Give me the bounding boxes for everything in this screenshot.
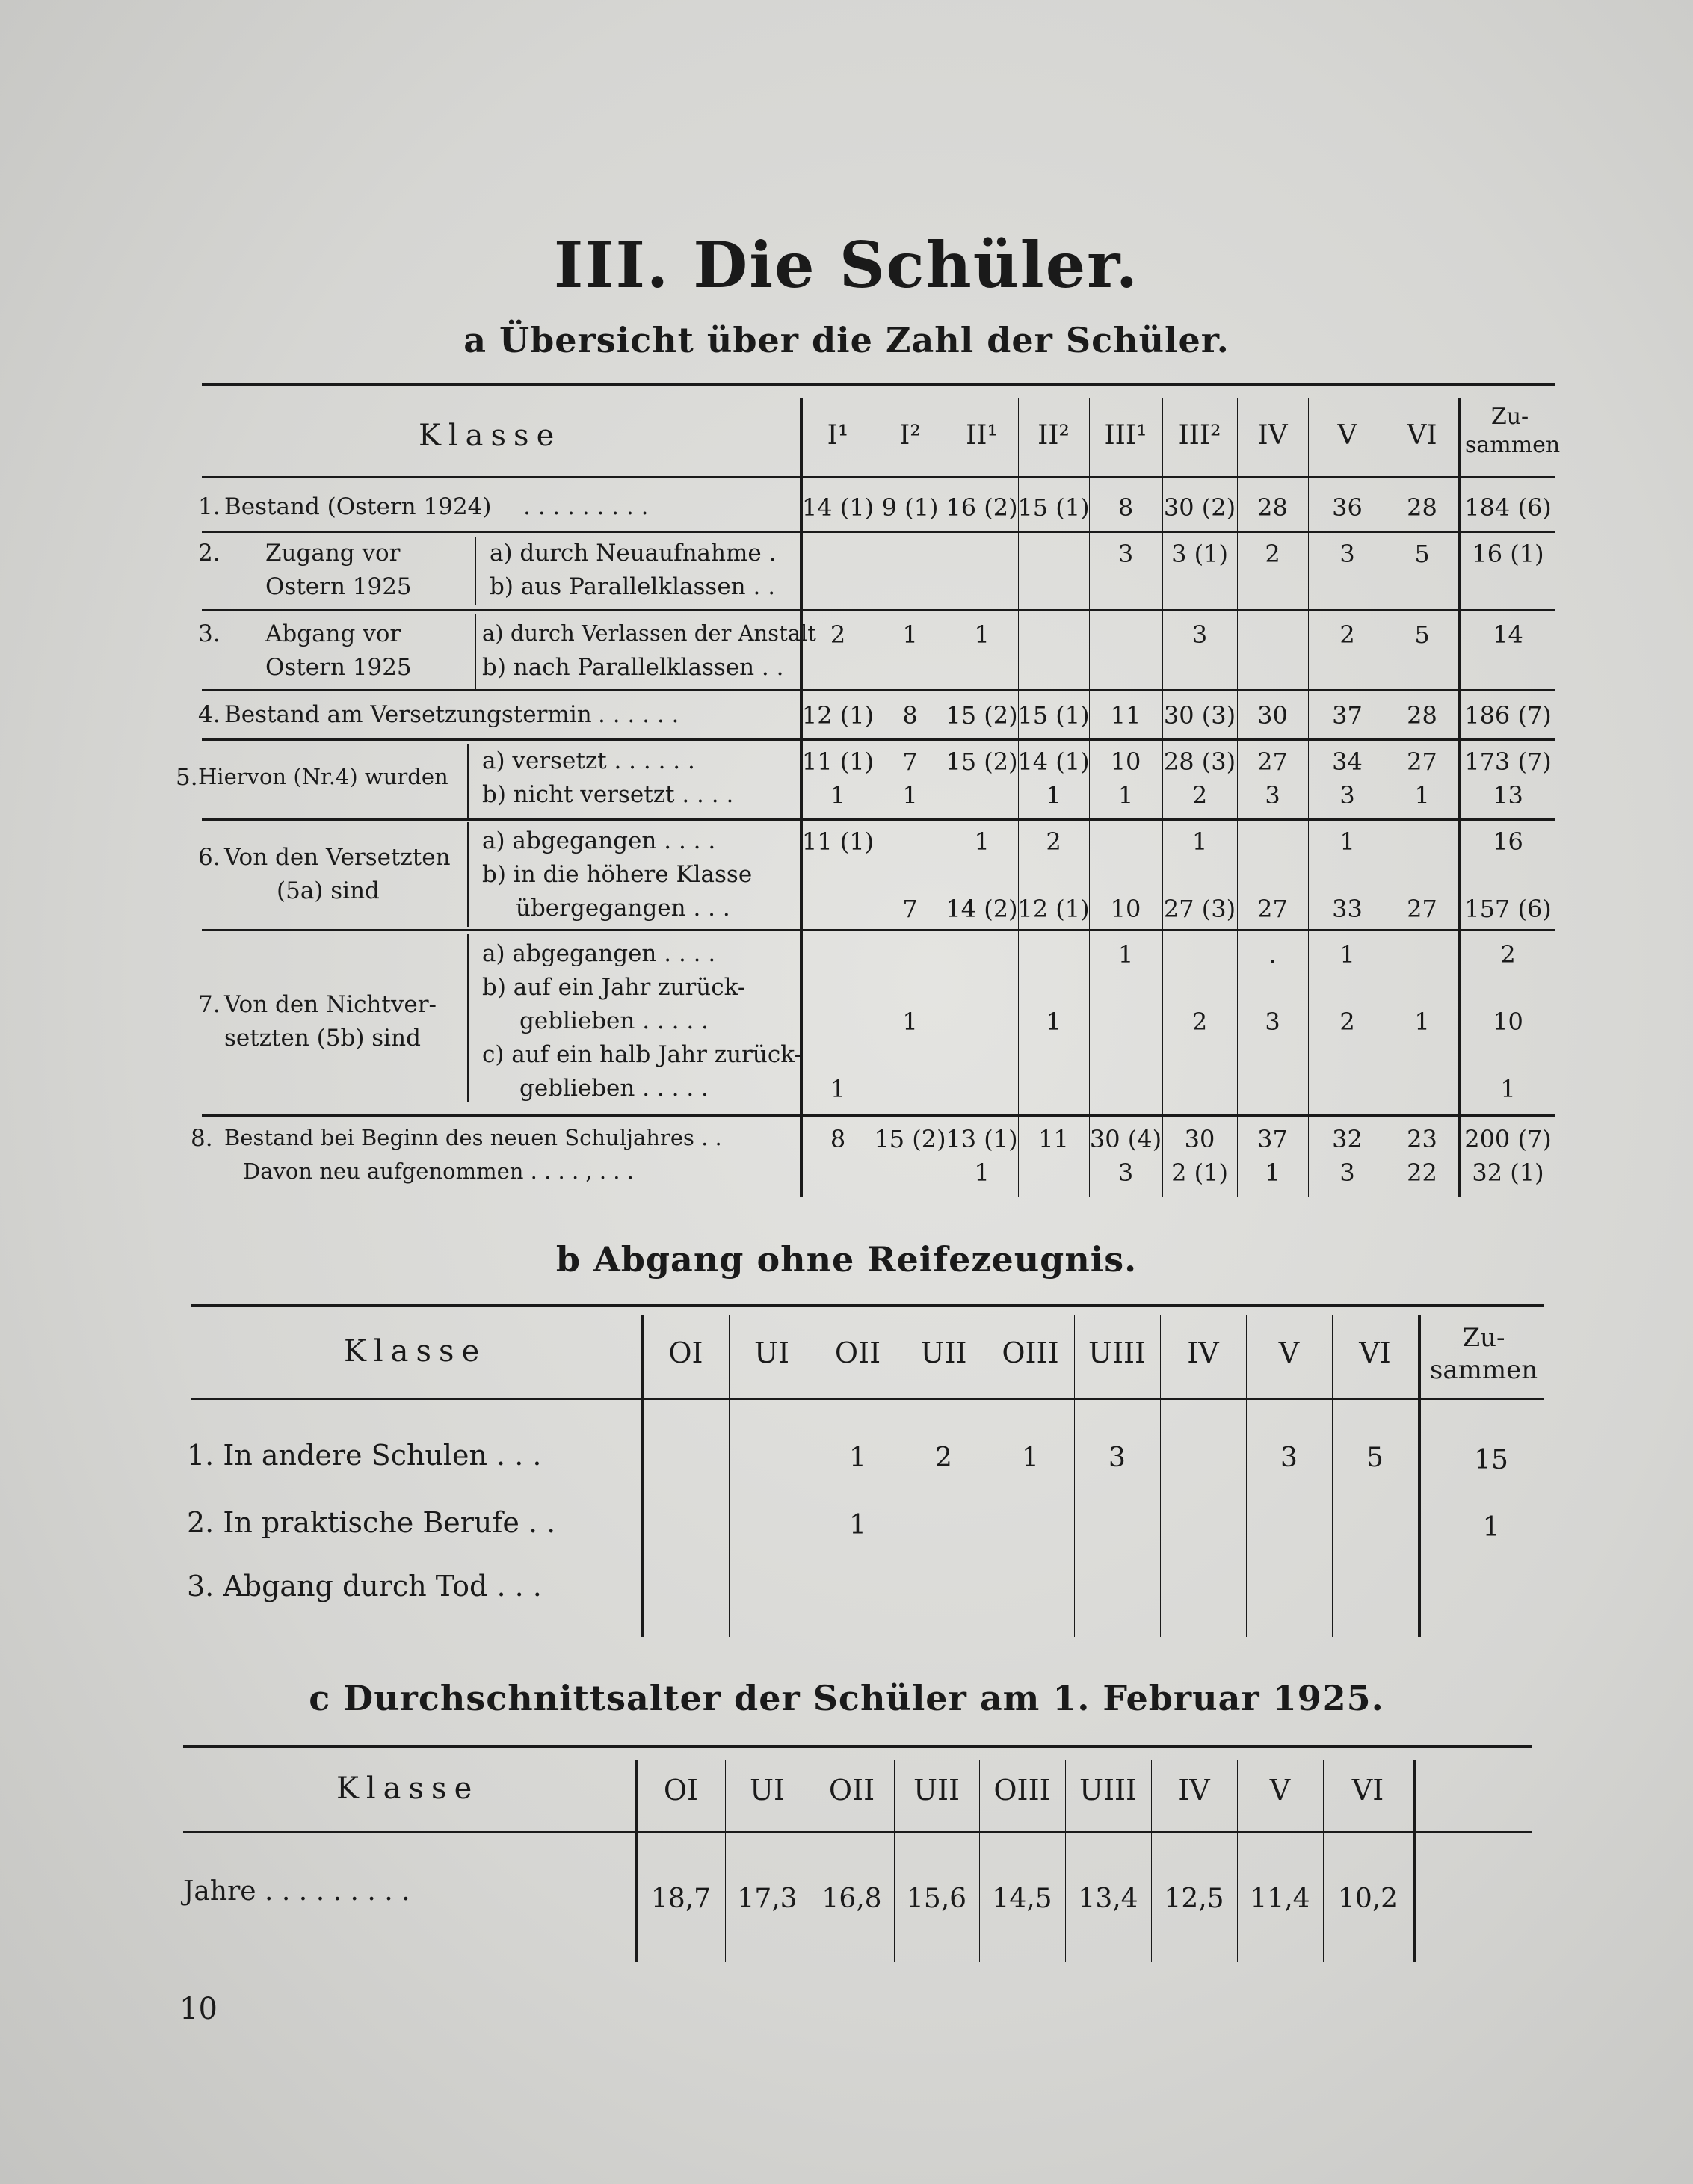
table-b-divider-total xyxy=(1418,1315,1421,1637)
sub-divider xyxy=(467,744,469,818)
column-header: IV xyxy=(1187,1336,1219,1369)
table-cell: 11 (1) xyxy=(801,747,875,776)
column-header: I² xyxy=(899,420,921,451)
table-b-column-rule xyxy=(729,1315,730,1637)
column-header: OIII xyxy=(1002,1336,1059,1369)
column-header: V xyxy=(1337,420,1357,451)
table-cell: 1 xyxy=(1117,781,1134,809)
table-cell: 1 xyxy=(974,620,990,649)
table-cell: 1 xyxy=(902,620,918,649)
table-cell: 3 xyxy=(1280,1443,1298,1473)
row-sub-c: c) auf ein halb Jahr zurück- xyxy=(482,1041,802,1068)
row-label: Abgang vor xyxy=(265,620,401,647)
table-cell: 37 xyxy=(1257,1125,1288,1153)
row-sub-b: b) auf ein Jahr zurück- xyxy=(482,974,746,1001)
table-cell: 2 xyxy=(830,620,846,649)
table-cell: 2 xyxy=(1339,1008,1355,1036)
table-cell: 37 xyxy=(1332,701,1363,729)
total-header-line2: sammen xyxy=(1429,1355,1538,1385)
total-cell: 2 xyxy=(1500,940,1516,969)
table-cell: 14 (1) xyxy=(801,493,875,522)
table-cell: 1 xyxy=(1046,1008,1061,1036)
table-cell: 14,5 xyxy=(992,1884,1052,1914)
table-cell: 2 xyxy=(1191,1008,1208,1036)
table-b-column-rule xyxy=(1246,1315,1247,1637)
column-header: OII xyxy=(834,1336,881,1369)
table-cell: 28 xyxy=(1407,493,1437,522)
column-header: UI xyxy=(753,1336,790,1369)
row-label: Hiervon (Nr.4) wurden xyxy=(198,764,448,789)
row-dots: . . . . . . xyxy=(598,701,679,728)
row-sub-a: a) durch Neuaufnahme . xyxy=(490,540,777,567)
table-c-column-rule xyxy=(979,1760,980,1962)
column-header: III² xyxy=(1178,420,1221,451)
table-cell: 8 xyxy=(902,701,918,729)
row-rule xyxy=(202,1114,1555,1117)
table-cell: 11,4 xyxy=(1250,1884,1310,1914)
table-c-column-rule xyxy=(1151,1760,1152,1962)
row-sub-b: geblieben . . . . . xyxy=(519,1008,709,1034)
column-header: OI xyxy=(663,1774,699,1807)
row-sub-a: a) versetzt . . . . . . xyxy=(482,747,695,774)
row-number: 3. xyxy=(198,620,221,647)
table-cell: 9 (1) xyxy=(881,493,939,522)
row-number: 8. xyxy=(191,1125,213,1152)
column-header: II¹ xyxy=(966,420,998,451)
total-cell: 157 (6) xyxy=(1464,895,1552,923)
klasse-header: Klasse xyxy=(419,419,562,453)
table-cell: 30 (2) xyxy=(1163,493,1236,522)
column-header: IV xyxy=(1178,1774,1210,1807)
table-cell: 8 xyxy=(1117,493,1134,522)
table-cell: 28 xyxy=(1407,701,1437,729)
table-cell: 1 xyxy=(902,1008,918,1036)
table-c-column-rule xyxy=(1323,1760,1324,1962)
table-cell: 28 xyxy=(1257,493,1288,522)
table-cell: 2 xyxy=(1339,620,1355,649)
table-cell: 27 xyxy=(1407,747,1437,776)
row-number: 6. xyxy=(198,844,221,871)
table-cell: 30 xyxy=(1184,1125,1215,1153)
column-header: III¹ xyxy=(1104,420,1147,451)
table-cell: 23 xyxy=(1407,1125,1437,1153)
sub-divider xyxy=(475,537,476,605)
row-sub-a: a) durch Verlassen der Anstalt xyxy=(482,620,816,646)
row-label: Jahre . . . . . . . . . xyxy=(183,1876,410,1907)
row-label: Bestand (Ostern 1924) xyxy=(224,493,492,520)
table-cell: 5 xyxy=(1366,1443,1384,1473)
table-cell: 15 (2) xyxy=(946,747,1018,776)
table-cell: 15 (2) xyxy=(946,701,1018,729)
table-cell: 1 xyxy=(1191,827,1208,856)
column-header: UII xyxy=(913,1774,960,1807)
row-sub-a: a) abgegangen . . . . xyxy=(482,827,716,854)
table-c-column-rule xyxy=(1237,1760,1238,1962)
row-label: Davon neu aufgenommen . . . . , . . . xyxy=(243,1159,634,1184)
row-rule xyxy=(202,929,1555,931)
table-cell: 28 (3) xyxy=(1163,747,1236,776)
table-cell: 27 xyxy=(1407,895,1437,923)
column-header: IV xyxy=(1257,420,1288,451)
total-cell: 32 (1) xyxy=(1472,1159,1544,1187)
row-sub-b: b) in die höhere Klasse xyxy=(482,861,753,888)
table-cell: 2 xyxy=(1046,827,1061,856)
row-rule xyxy=(202,531,1555,533)
total-cell: 1 xyxy=(1482,1512,1500,1543)
table-cell: 3 xyxy=(1265,781,1280,809)
total-cell: 16 (1) xyxy=(1472,540,1544,568)
table-cell: 1 xyxy=(1339,940,1355,969)
table-cell: 22 xyxy=(1407,1159,1437,1187)
row-rule xyxy=(202,689,1555,691)
table-c-top-rule xyxy=(183,1745,1532,1748)
table-b-divider-label xyxy=(641,1315,644,1637)
table-b-column-rule xyxy=(1160,1315,1161,1637)
table-b-header-rule xyxy=(191,1398,1544,1400)
column-header: UIII xyxy=(1079,1774,1138,1807)
table-cell: 18,7 xyxy=(650,1884,712,1914)
column-header: OIII xyxy=(993,1774,1051,1807)
row-sub-b: übergegangen . . . xyxy=(516,895,730,922)
total-cell: 184 (6) xyxy=(1464,493,1552,522)
column-header: UIII xyxy=(1088,1336,1147,1369)
row-label: 2. In praktische Berufe . . xyxy=(187,1506,556,1539)
total-header-line1: Zu- xyxy=(1462,1323,1505,1353)
table-b-column-rule xyxy=(1074,1315,1075,1637)
table-cell: 1 xyxy=(902,781,918,809)
table-cell: 1 xyxy=(974,1159,990,1187)
table-cell: 14 (2) xyxy=(946,895,1018,923)
table-cell: 3 (1) xyxy=(1171,540,1228,568)
column-header: OI xyxy=(668,1336,703,1369)
table-cell: 12,5 xyxy=(1164,1884,1224,1914)
total-cell: 14 xyxy=(1493,620,1523,649)
row-label: Bestand bei Beginn des neuen Schuljahres . . xyxy=(224,1125,722,1150)
total-cell: 200 (7) xyxy=(1464,1125,1552,1153)
table-cell: 11 xyxy=(1110,701,1141,729)
section-b-heading: b Abgang ohne Reifezeugnis. xyxy=(555,1239,1138,1280)
row-sub-b: b) nach Parallelklassen . . xyxy=(482,654,784,681)
table-cell: 5 xyxy=(1414,540,1430,568)
row-number: 7. xyxy=(198,991,221,1018)
table-cell: 2 xyxy=(935,1443,952,1473)
row-label: Ostern 1925 xyxy=(265,573,412,600)
total-cell: 16 xyxy=(1493,827,1523,856)
table-cell: 3 xyxy=(1265,1008,1280,1036)
table-c-column-rule xyxy=(894,1760,895,1962)
row-sub-b: b) aus Parallelklassen . . xyxy=(490,573,776,600)
table-cell: 1 xyxy=(974,827,990,856)
column-header: UII xyxy=(920,1336,967,1369)
row-rule xyxy=(202,818,1555,821)
table-cell: 1 xyxy=(849,1443,866,1473)
table-cell: 3 xyxy=(1117,1159,1134,1187)
table-cell: 30 (3) xyxy=(1163,701,1236,729)
table-cell: 13,4 xyxy=(1078,1884,1138,1914)
table-cell: 30 xyxy=(1257,701,1288,729)
row-number: 5. xyxy=(176,764,198,791)
column-header: VI xyxy=(1359,1336,1391,1369)
table-cell: 14 (1) xyxy=(1017,747,1090,776)
table-c-divider-label xyxy=(635,1760,638,1962)
total-header-line2: sammen xyxy=(1465,432,1561,458)
table-c-column-rule xyxy=(1065,1760,1066,1962)
page-number: 10 xyxy=(179,1992,218,2026)
row-sub-b: b) nicht versetzt . . . . xyxy=(482,781,734,808)
table-c-divider-end xyxy=(1413,1760,1416,1962)
column-header: II² xyxy=(1037,420,1070,451)
table-cell: 16 (2) xyxy=(946,493,1018,522)
table-cell: 33 xyxy=(1332,895,1363,923)
table-cell: 3 xyxy=(1339,1159,1355,1187)
table-a-top-rule xyxy=(202,383,1555,386)
table-cell: 11 xyxy=(1038,1125,1069,1153)
table-cell: 2 xyxy=(1265,540,1280,568)
total-cell: 173 (7) xyxy=(1464,747,1552,776)
table-cell: 27 xyxy=(1257,747,1288,776)
table-cell: 10,2 xyxy=(1337,1884,1399,1914)
table-cell: 13 (1) xyxy=(946,1125,1018,1153)
total-cell: 10 xyxy=(1493,1008,1523,1036)
total-cell: 186 (7) xyxy=(1464,701,1552,729)
row-label: Zugang vor xyxy=(265,540,401,567)
total-cell: 13 xyxy=(1493,781,1523,809)
table-cell: 7 xyxy=(902,747,918,776)
table-cell: 2 (1) xyxy=(1171,1159,1228,1187)
table-cell: 11 (1) xyxy=(801,827,875,856)
table-cell: 1 xyxy=(830,1075,846,1103)
table-cell: 15 (2) xyxy=(874,1125,946,1153)
row-label: Bestand am Versetzungstermin xyxy=(224,701,592,728)
row-number: 1. xyxy=(198,493,221,520)
table-cell: 1 xyxy=(849,1510,866,1540)
row-label: setzten (5b) sind xyxy=(224,1025,421,1052)
table-c-header-rule xyxy=(183,1831,1532,1833)
section-c-heading: c Durchschnittsalter der Schüler am 1. Februar 1925. xyxy=(309,1678,1384,1718)
table-cell: 12 (1) xyxy=(1017,895,1090,923)
row-label: (5a) sind xyxy=(277,877,380,904)
row-rule xyxy=(202,738,1555,741)
table-cell: 1 xyxy=(1046,781,1061,809)
table-cell: 5 xyxy=(1414,620,1430,649)
table-cell: 10 xyxy=(1110,747,1141,776)
table-cell: 1 xyxy=(830,781,846,809)
table-cell: 10 xyxy=(1110,895,1141,923)
table-cell: 1 xyxy=(1022,1443,1039,1473)
total-header-line1: Zu- xyxy=(1490,404,1529,430)
row-label: 3. Abgang durch Tod . . . xyxy=(187,1570,542,1602)
table-cell: 16,8 xyxy=(821,1884,882,1914)
row-rule xyxy=(202,609,1555,611)
table-cell: 1 xyxy=(1117,940,1134,969)
table-cell: 3 xyxy=(1339,540,1355,568)
table-cell: 3 xyxy=(1191,620,1208,649)
table-cell: 8 xyxy=(830,1125,846,1153)
row-label: Von den Nichtver- xyxy=(224,991,437,1018)
table-cell: 27 (3) xyxy=(1163,895,1236,923)
row-label: Von den Versetzten xyxy=(224,844,451,871)
page-title: III. Die Schüler. xyxy=(554,228,1139,302)
column-header: UI xyxy=(749,1774,786,1807)
row-dots: . . . . . . . . . xyxy=(523,493,649,520)
table-cell: 36 xyxy=(1332,493,1363,522)
row-label: 1. In andere Schulen . . . xyxy=(187,1439,542,1472)
table-cell: 32 xyxy=(1332,1125,1363,1153)
table-cell: 34 xyxy=(1332,747,1363,776)
table-cell: 17,3 xyxy=(737,1884,798,1914)
table-cell: 12 (1) xyxy=(801,701,875,729)
sub-divider xyxy=(467,822,469,927)
row-sub-c: geblieben . . . . . xyxy=(519,1075,709,1102)
table-cell: 1 xyxy=(1414,1008,1430,1036)
row-number: 4. xyxy=(198,701,221,728)
column-header: V xyxy=(1278,1336,1300,1369)
sub-divider xyxy=(467,934,469,1102)
table-cell: 1 xyxy=(1265,1159,1280,1187)
column-header: V xyxy=(1269,1774,1291,1807)
table-cell: . xyxy=(1268,940,1277,969)
sub-divider xyxy=(475,614,476,689)
table-cell: 2 xyxy=(1191,781,1208,809)
table-cell: 3 xyxy=(1117,540,1134,568)
table-cell: 15,6 xyxy=(906,1884,967,1914)
column-header: I¹ xyxy=(827,420,849,451)
row-sub-a: a) abgegangen . . . . xyxy=(482,940,716,967)
table-cell: 1 xyxy=(1414,781,1430,809)
column-header: OII xyxy=(828,1774,875,1807)
table-cell: 15 (1) xyxy=(1017,493,1090,522)
row-label: Ostern 1925 xyxy=(265,654,412,681)
row-number: 2. xyxy=(198,540,221,567)
table-b-top-rule xyxy=(191,1304,1544,1307)
table-cell: 3 xyxy=(1108,1443,1126,1473)
total-cell: 1 xyxy=(1500,1075,1516,1103)
column-header: VI xyxy=(1407,420,1437,451)
table-cell: 30 (4) xyxy=(1089,1125,1162,1153)
table-cell: 1 xyxy=(1339,827,1355,856)
table-cell: 7 xyxy=(902,895,918,923)
klasse-header: Klasse xyxy=(344,1334,487,1369)
table-a-header-rule xyxy=(202,476,1555,478)
table-cell: 3 xyxy=(1339,781,1355,809)
table-cell: 15 (1) xyxy=(1017,701,1090,729)
section-a-heading: a Übersicht über die Zahl der Schüler. xyxy=(463,320,1230,360)
total-cell: 15 xyxy=(1474,1445,1508,1475)
table-b-column-rule xyxy=(1332,1315,1333,1637)
column-header: VI xyxy=(1351,1774,1384,1807)
klasse-header: Klasse xyxy=(336,1771,480,1806)
table-cell: 27 xyxy=(1257,895,1288,923)
